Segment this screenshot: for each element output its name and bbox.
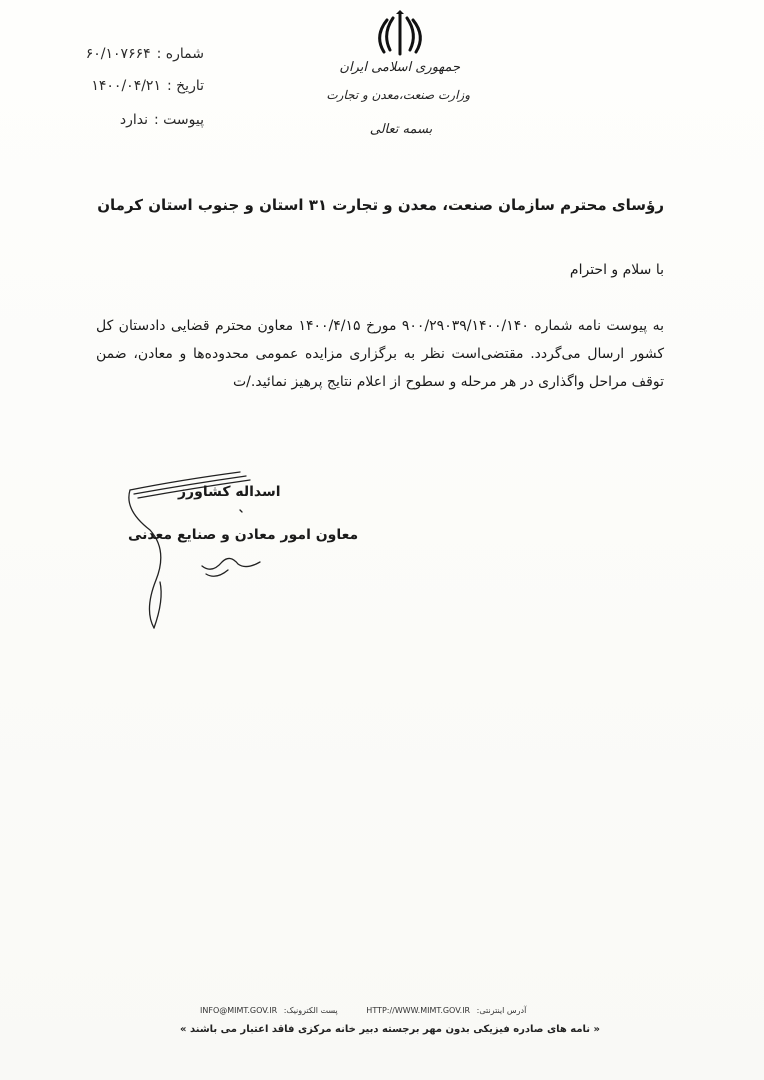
- letter-date: ۱۴۰۰/۰۴/۲۱: [91, 78, 161, 94]
- letter-date-row: [24, 74, 204, 98]
- recipient-line: رؤسای محترم سازمان صنعت، معدن و تجارت ۳۱ استان و جنوب استان کرمان: [97, 196, 664, 214]
- letter-attachment-row: [24, 108, 204, 132]
- footer-contacts: [200, 1006, 580, 1015]
- attachment-label: پیوست :: [154, 112, 204, 128]
- footer-website: HTTP://WWW.MIMT.GOV.IR: [366, 1006, 471, 1015]
- letter-number: ۶۰/۱۰۷۶۶۴: [85, 46, 151, 62]
- greeting: با سلام و احترام: [569, 262, 664, 278]
- invocation: بسمه تعالی: [369, 122, 433, 137]
- footer-email-label: :پست الکترونیک: [283, 1006, 338, 1015]
- date-label: تاریخ :: [166, 78, 204, 94]
- letter-number-row: [24, 42, 204, 66]
- attachment-value: ندارد: [119, 112, 148, 128]
- footer-email: INFO@MIMT.GOV.IR: [200, 1006, 278, 1015]
- iran-emblem-icon: [372, 10, 428, 58]
- footer-website-label: :آدرس اینترنتی: [476, 1006, 527, 1015]
- letter-body: به پیوست نامه شماره ۹۰۰/۲۹۰۳۹/۱۴۰۰/۱۴۰ مورخ ۱۴۰۰/۴/۱۵ معاون محترم قضایی دادستان کل کشور ارسال می‌گردد. مقتضی‌است نظر به برگزاری مزایده عمومی محدوده‌ها و معادن، ضمن توقف مراحل واگذاری در هر مرحله و سطوح از اعلام نتایج پرهیز نمائید./ت: [96, 318, 665, 390]
- ministry-name: وزارت صنعت،معدن و تجارت: [326, 88, 470, 102]
- number-label: شماره :: [156, 46, 204, 62]
- country-name: جمهوری اسلامی ایران: [339, 60, 460, 75]
- footer-validity-note: « نامه های صادره فیزیکی بدون مهر برجسته دبیر خانه مرکزی فاقد اعتبار می باشند »: [180, 1024, 600, 1035]
- signer-title: معاون امور معادن و صنایع معدنی: [128, 527, 359, 543]
- signer-name: اسداله کشاورز: [178, 484, 281, 500]
